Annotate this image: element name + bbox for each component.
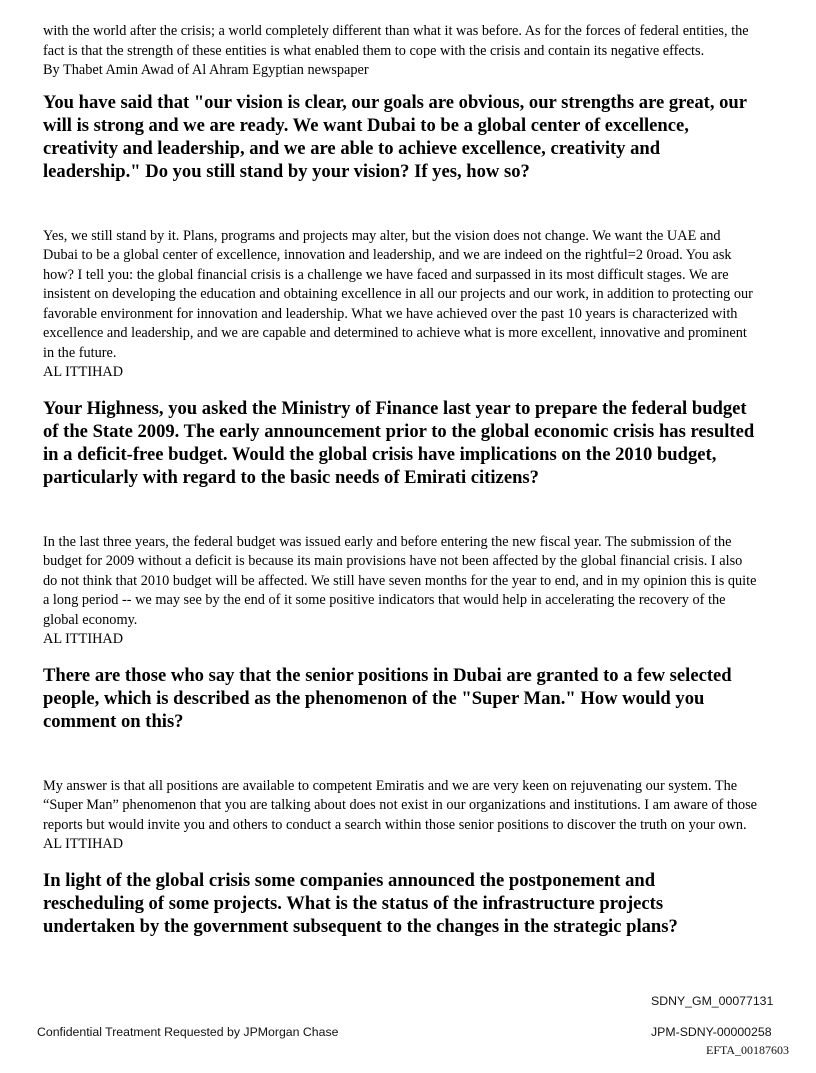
question-4: In light of the global crisis some companies announced the postponement and rescheduling of some projects. What is the status of the infrastructure projects undertaken by the government subsequent to the changes in the strategic plans? [43,869,678,937]
document-body [43,22,758,938]
question-2: Your Highness, you asked the Ministry of Finance last year to prepare the federal budget of the State 2009. The early announcement prior to the global economic crisis has resulted in a deficit-free budget. Would the global crisis have implications on the 2010 budget, particularly with regard to the basic needs of Emirati citizens? [43,397,755,488]
intro-paragraph: with the world after the crisis; a world completely different than what it was before. As for the forces of federal entities, the fact is that the strength of these entities is what enabled them to cope with the crisis and contain its negative effects. [43,23,749,59]
source-1: AL ITTIHAD [43,364,124,380]
answer-1: Yes, we still stand by it. Plans, programs and projects may alter, but the vision does not change. We want the UAE and Dubai to be a global center of excellence, innovation and leadership, and we are indeed on the rightful=2 0road. You ask how? I tell you: the global financial crisis is a challenge we have faced and surpassed in its most difficult stages. We are insistent on developing the education and obtaining excellence in all our projects and our work, in addition to protecting our favorable environment for innovation and leadership. What we have achieved over the past 10 years is characterized with excellence and leadership, and we are capable and determined to achieve what is more excellent, innovative and prominent in the future. [43,227,753,361]
bates-stamp-jpm: JPM-SDNY-00000258 [651,1025,772,1039]
answer-2: In the last three years, the federal budget was issued early and before entering the new fiscal year. The submission of the budget for 2009 without a deficit is because its main provisions have not been affected by the global financial crisis. I also do not think that 2010 budget will be affected. We still have seven months for the year to end, and in my opinion this is quite a long period -- we may see by the end of it some positive indicators that would help in accelerating the recovery of the global economy. [43,533,757,628]
bates-stamp-top: SDNY_GM_00077131 [651,994,774,1008]
question-3: There are those who say that the senior positions in Dubai are granted to a few selected people, which is described as the phenomenon of the "Super Man." How would you comment on this? [43,664,732,732]
confidential-notice: Confidential Treatment Requested by JPMorgan Chase [37,1025,339,1039]
question-1: You have said that "our vision is clear, our goals are obvious, our strengths are great, our will is strong and we are ready. We want Dubai to be a global center of excellence, creativity and leadership, and we are able to achieve excellence, creativity and leadership." Do you still stand by your vision? If yes, how so? [43,91,747,182]
intro-byline: By Thabet Amin Awad of Al Ahram Egyptian newspaper [43,62,369,78]
efta-stamp: EFTA_00187603 [706,1043,790,1057]
answer-3: My answer is that all positions are available to competent Emiratis and we are very keen on rejuvenating our system. The “Super Man” phenomenon that you are talking about does not exist in our organizations and institutions. I am aware of those reports but would invite you and others to conduct a search within those senior positions to discover the truth on your own. [43,777,758,833]
source-2: AL ITTIHAD [43,631,124,647]
source-3: AL ITTIHAD [43,836,124,852]
